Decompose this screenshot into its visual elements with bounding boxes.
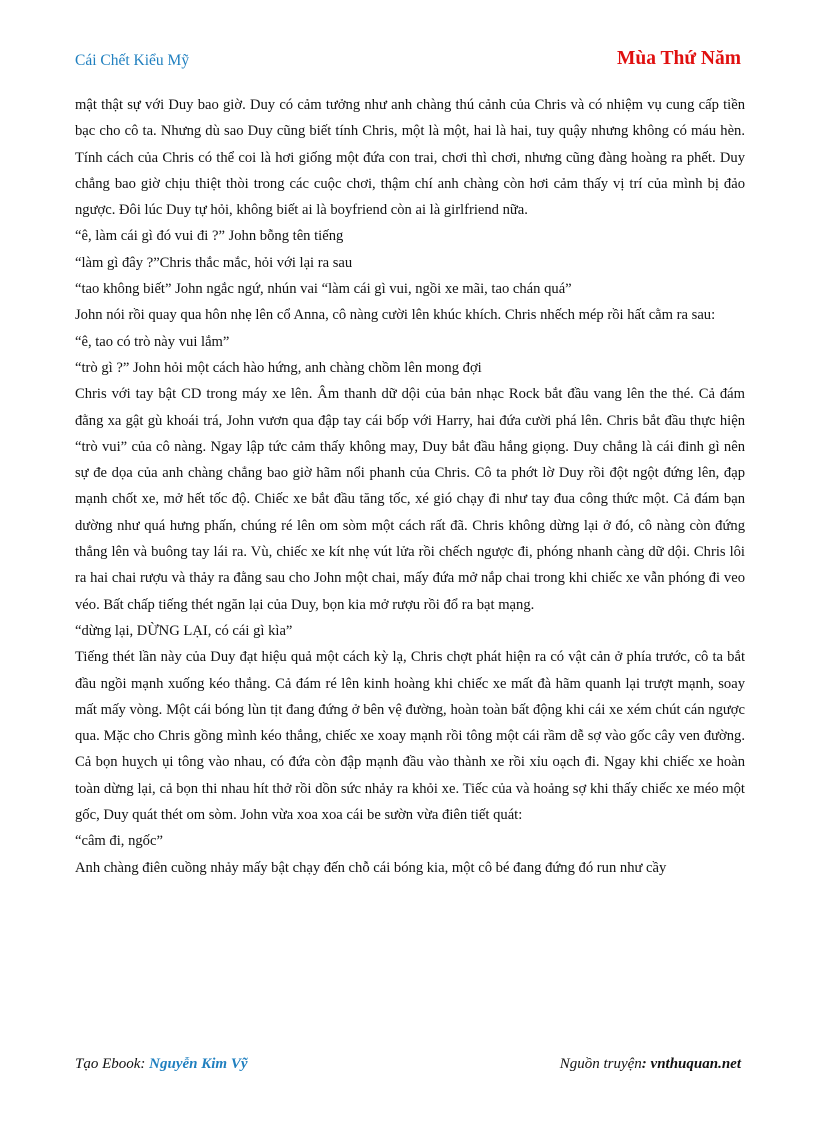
paragraph: “làm gì đây ?”Chris thắc mắc, hỏi với lại ra sau <box>75 254 353 271</box>
ebook-credit-separator: : <box>140 1056 150 1072</box>
paragraph: “tao không biết” John ngắc ngứ, nhún vai “làm cái gì vui, ngồi xe mãi, tao chán quá” <box>75 281 572 298</box>
paragraph: Tiếng thét lần này của Duy đạt hiệu quả một cách kỳ lạ, Chris chợt phát hiện ra có vật cản ở phía trước, cô ta bắt đầu ngồi mạnh xuống kéo thắng. Cả đám ré lên kinh hoàng khi chiếc xe mất đà hãm quanh lại trượt mạnh, soay mất mấy vòng. Một cái bóng lùn tịt đang đứng ở bên vệ đường, hoàn toàn bất động khi cái xe xém chút cán ngược qua. Mặc cho Chris gồng mình kéo thắng, chiếc xe xoay mạnh rồi tông một cái rầm dễ sợ vào gốc cây ven đường. Cả bọn huỵch ụi tông vào nhau, có đứa còn đập mạnh đầu vào thành xe rồi xỉu oạch đi. Ngay khi chiếc xe hoàn toàn dừng lại, cả bọn thi nhau hít thở rồi dồn sức nhảy ra khỏi xe. Tiếc của và hoảng sợ khi thấy chiếc xe méo một gốc, Duy quát thét om sòm. John vừa xoa xoa cái be sườn vừa điên tiết quát: <box>75 649 745 824</box>
source-site: vnthuquan.net <box>650 1056 741 1072</box>
ebook-credit-label: Tạo Ebook <box>75 1056 141 1072</box>
book-title: Cái Chết Kiểu Mỹ <box>75 52 190 69</box>
page-footer <box>75 1056 741 1078</box>
source-credit <box>560 1056 741 1073</box>
paragraph: “câm đi, ngốc” <box>75 833 163 850</box>
paragraph: “dừng lại, DỪNG LẠI, có cái gì kìa” <box>75 622 293 639</box>
paragraph: “trò gì ?” John hỏi một cách hào hứng, anh chàng chồm lên mong đợi <box>75 359 482 376</box>
page-header <box>75 50 741 76</box>
source-credit-label: Nguồn truyện <box>559 1056 642 1072</box>
paragraph: mật thật sự với Duy bao giờ. Duy có cảm tưởng như anh chàng thú cảnh của Chris và có nhiệm vụ cung cấp tiền bạc cho cô ta. Nhưng dù sao Duy cũng biết tính Chris, một là một, hai là hai, tuy quậy nhưng không có máu hèn. Tính cách của Chris có thể coi là hơi giống một đứa con trai, chơi thì chơi, nhưng cũng đàng hoàng ra phết. Duy chẳng bao giờ chịu thiệt thòi trong các cuộc chơi, thậm chí anh chàng còn hơi cảm thấy vị trí của mình bị đảo ngược. Đôi lúc Duy tự hỏi, không biết ai là boyfriend còn ai là girlfriend nữa. <box>75 97 745 219</box>
story-body <box>75 92 745 881</box>
paragraph: Anh chàng điên cuồng nhảy mấy bật chạy đến chỗ cái bóng kia, một cô bé đang đứng đó run như cầy <box>75 859 667 876</box>
season-title: Mùa Thứ Năm <box>616 48 741 69</box>
paragraph: John nói rồi quay qua hôn nhẹ lên cổ Anna, cô nàng cười lên khúc khích. Chris nhếch mép rồi hất cằm ra sau: <box>75 307 716 324</box>
ebook-credit <box>75 1056 248 1073</box>
paragraph: “ê, làm cái gì đó vui đi ?” John bỗng tên tiếng <box>75 228 344 245</box>
paragraph: “ê, tao có trò này vui lắm” <box>75 333 230 350</box>
paragraph: Chris với tay bật CD trong máy xe lên. Âm thanh dữ dội của bản nhạc Rock bắt đầu vang lên the thé. Cả đám đằng xa gật gù khoái trá, John vươn qua đập tay cái bốp với Harry, hai đứa cười phá lên. Chris bắt đầu thực hiện “trò vui” của cô nàng. Ngay lập tức cảm thấy không may, Duy bắt đầu hắng giọng. Duy chẳng là cái đinh gì nên sự đe dọa của anh chàng chẳng bao giờ hãm nổi phanh của Chris. Cô ta phớt lờ Duy rồi đột ngột đứng lên, đạp mạnh chốt xe, mở hết tốc độ. Chiếc xe bắt đầu tăng tốc, xé gió chạy đi như tay đua công thức một. Cả đám bạn dường như quá hưng phấn, chúng ré lên om sòm một cách rất đã. Chris không dừng lại ở đó, cô nàng còn đứng thẳng lên và buông tay lái ra. Vù, chiếc xe kít nhẹ vút lửa rồi chếch ngược đi, phóng nhanh càng dữ dội. Chris lôi ra hai chai rượu và thảy ra đằng sau cho John một chai, mấy đứa mở nắp chai trong khi chiếc xe vẫn phóng đi veo véo. Bất chấp tiếng thét ngăn lại của Duy, bọn kia mở rượu rồi đổ ra bạt mạng. <box>75 386 745 613</box>
source-credit-separator: : <box>641 1056 651 1072</box>
ebook-author-name: Nguyễn Kim Vỹ <box>149 1056 248 1072</box>
